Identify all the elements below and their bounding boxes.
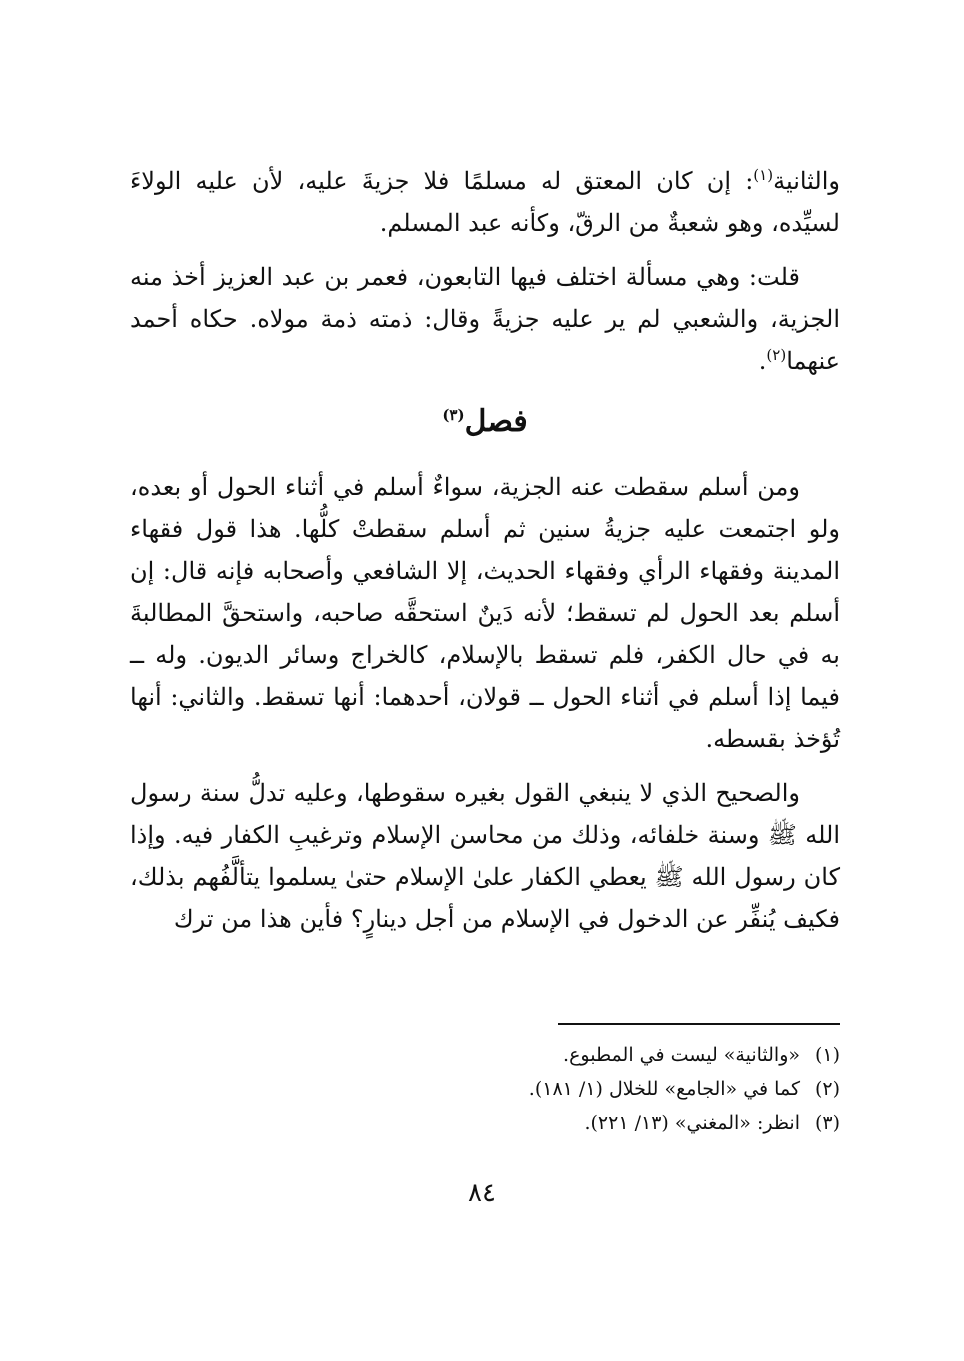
paragraph-2-end: . bbox=[758, 347, 767, 375]
footnote-ref-2[interactable]: (٢) bbox=[766, 346, 787, 364]
footnote-number: (٢) bbox=[814, 1078, 840, 1100]
footnote-3 bbox=[340, 1106, 840, 1140]
paragraph-4: والصحيح الذي لا ينبغي القول بغيره سقوطها، وعليه تدلُّ سنة رسول الله ﷺ وسنة خلفائه، وذلك من محاسن الإسلام وترغيبِ الكفار فيه. وإذا كان رسول الله ﷺ يعطي الكفار علىٰ الإسلام حتىٰ يسلموا يتألَّفُهم بذلك، فكيف يُنفِّر عن الدخول في الإسلام من أجل دينارٍ؟ فأين هذا من ترك bbox=[130, 779, 840, 933]
footnote-ref-1[interactable]: (١) bbox=[753, 166, 774, 184]
paragraph-1 bbox=[130, 160, 840, 244]
footnote-number: (٣) bbox=[814, 1112, 840, 1134]
footnotes bbox=[340, 1038, 840, 1140]
footnote-1 bbox=[340, 1038, 840, 1072]
footnote-separator bbox=[558, 1023, 840, 1025]
footnote-2 bbox=[340, 1072, 840, 1106]
paragraph-2-text: قلت: وهي مسألة اختلف فيها التابعون، فعمر بن عبد العزيز أخذ منه الجزية، والشعبي لم ير عليه جزيةً وقال: ذمته ذمة مولاه. حكاه أحمد عنهما bbox=[130, 263, 840, 375]
paragraph-3: ومن أسلم سقطت عنه الجزية، سواءٌ أسلم في أثناء الحول أو بعده، ولو اجتمعت عليه جزيةُ سنين ثم أسلم سقطتْ كلُّها. هذا قول فقهاء المدينة وفقهاء الرأي وفقهاء الحديث، إلا الشافعي وأصحابه فإنه قال: إن أسلم بعد الحول لم تسقط؛ لأنه دَينٌ استحقَّه صاحبه، واستحقَّ المطالبةَ به في حال الكفر، فلم تسقط بالإسلام، كالخراج وسائر الديون. وله ــ فيما إذا أسلم في أثناء الحول ــ قولان، أحدهما: أنها تسقط. والثاني: أنها تُؤخذ بقسطه. bbox=[130, 473, 841, 753]
section-heading-text: فصل bbox=[464, 404, 528, 439]
footnote-text: كما في «الجامع» للخلال (١/ ١٨١). bbox=[528, 1078, 800, 1100]
footnote-text: «والثانية» ليست في المطبوع. bbox=[563, 1044, 800, 1066]
paragraph-1-text: : إن كان المعتق له مسلمًا فلا جزيةَ عليه، لأن عليه الولاءَ لسيِّده، وهو شعبةٌ من الرقّ، وكأنه عبد المسلم. bbox=[130, 167, 840, 237]
footnote-number: (١) bbox=[814, 1044, 840, 1066]
page-number: ٨٤ bbox=[468, 1178, 496, 1208]
main-text bbox=[130, 160, 840, 952]
footnote-text: انظر: «المغني» (١٣/ ٢٢١). bbox=[584, 1112, 800, 1134]
footnote-ref-3[interactable]: (٣) bbox=[442, 406, 465, 424]
section-heading bbox=[130, 400, 840, 444]
paragraph-2 bbox=[130, 256, 840, 382]
paragraph-1-lead: والثانية bbox=[773, 167, 840, 195]
